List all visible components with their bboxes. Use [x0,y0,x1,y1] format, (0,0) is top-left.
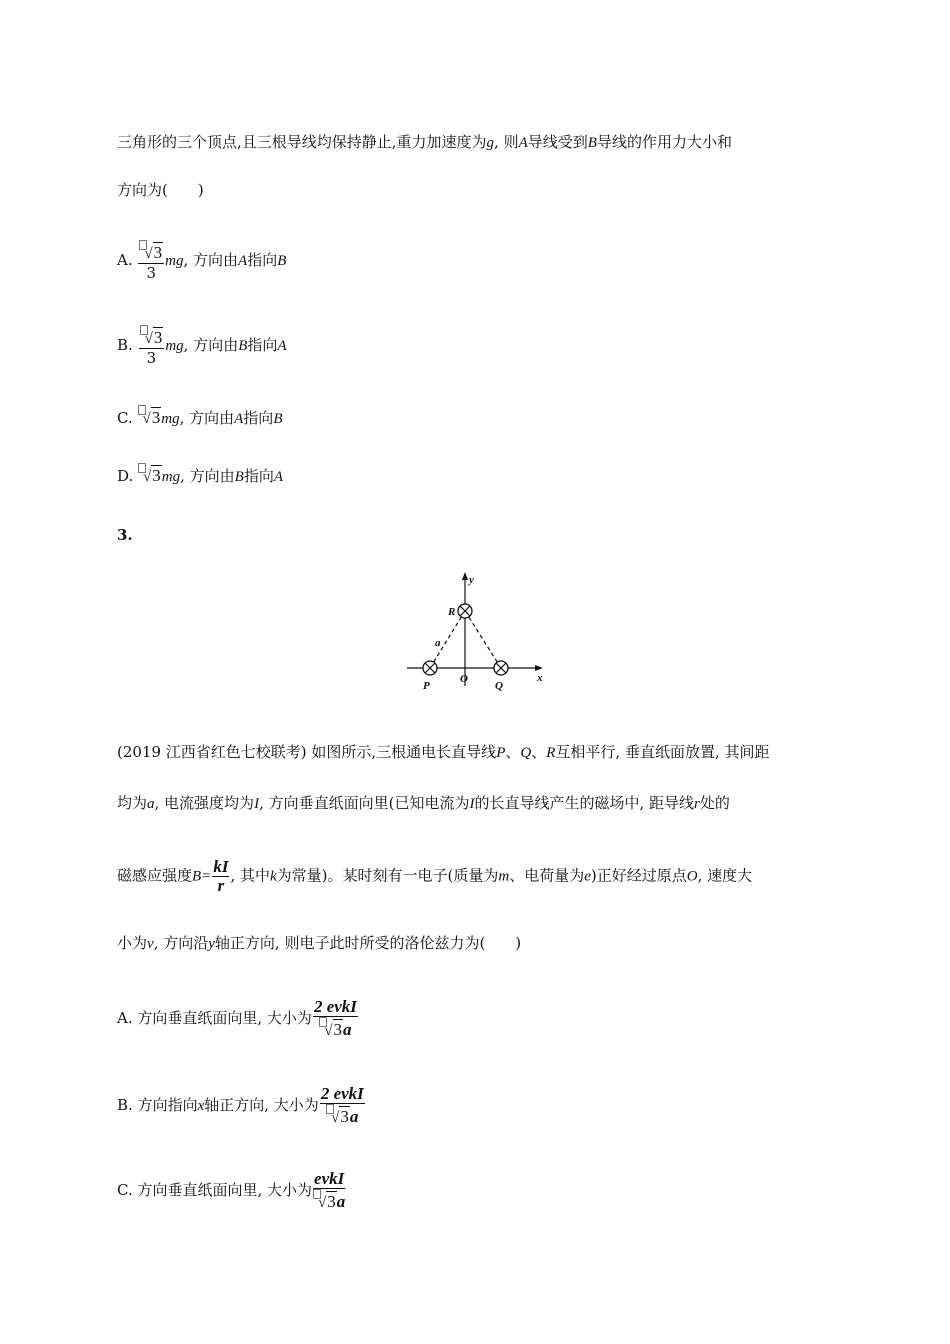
stem-text: 、电荷量为 [509,866,585,885]
var-A: A [518,135,528,151]
option-text: 指向 [243,467,274,485]
stem-text: (2019 江西省红色七校联考) 如图所示,三根通电长直导线 [117,743,497,761]
sqrt-value: 3 [327,1192,336,1211]
sqrt-value: 3 [152,466,161,485]
y-axis-arrow-icon [462,572,468,580]
var-to: B [277,253,287,269]
var-r: r [694,796,700,812]
option-text: 指向 [243,409,274,427]
option-text: 方向垂直纸面向里, 大小为 [137,1181,313,1199]
label-Q: Q [495,680,503,692]
stem-text: 为常量)。某时刻有一电子(质量为 [276,866,499,885]
var-x: x [197,1098,205,1114]
var-a: a [343,1020,352,1039]
label-P: P [423,680,430,692]
option-text: 轴正方向, 大小为 [204,1096,319,1114]
stem-text: , 其中 [230,866,270,885]
var-I: I [469,796,475,812]
option-text: 方向垂直纸面向里, 大小为 [137,1009,312,1027]
q2-option-d: D. √3mg, 方向由B指向A [117,463,283,487]
numerator: 2 evkI [313,997,357,1016]
q2-option-b [117,325,287,367]
denominator: r [217,876,225,895]
fraction: $\frac{√3}{3}$ [139,325,165,367]
stem-text: 导线受到 [527,133,588,151]
separator: 、 [505,743,521,761]
sqrt-value: 3 [151,408,161,427]
stem-text: 处的 [699,794,730,812]
var-mg: mg [165,338,184,354]
denominator: 3 [146,264,157,282]
option-label: B. [117,336,133,354]
q2-stem-line1 [117,132,732,153]
q3-stem-line1 [117,742,769,763]
sqrt-value: 3 [340,1107,349,1126]
var-mg: mg [161,469,181,485]
var-v: v [147,936,154,952]
var-a: a [147,796,155,812]
wire-Q-icon [494,661,508,675]
var-g: g [486,135,495,151]
q3-number: 3. [117,526,133,544]
var-mg: mg [165,253,184,269]
stem-text: 三角形的三个顶点,且三根导线均保持静止,重力加速度为 [117,133,487,151]
wire-R-icon [458,604,472,618]
fraction: $\frac{√3}{3}$ [138,240,164,282]
var-from: A [234,411,244,427]
var-Q: Q [520,745,532,761]
q3-stem-line4 [117,933,521,954]
option-text: 方向指向 [137,1096,198,1114]
var-a: a [336,1192,346,1211]
option-text: , 方向由 [179,409,235,427]
q2-option-c: C. √3mg, 方向由A指向B [117,405,282,429]
var-y: y [208,936,215,952]
stem-text: 导线的作用力大小和 [596,133,732,151]
var-B: B= [192,868,212,885]
var-to: A [273,469,284,485]
option-label: A. [117,1009,133,1027]
option-label: A. [117,251,133,269]
var-I: I [254,796,260,812]
var-to: B [273,411,283,427]
label-a: a [435,637,441,649]
option-label: C. [117,1181,133,1199]
q3-option-c [117,1170,346,1212]
option-label: C. [117,409,133,427]
var-mg: mg [161,411,180,427]
stem-text: 互相平行, 垂直纸面放置, 其间距 [555,743,770,761]
var-from: B [238,338,248,354]
q3-option-a [117,998,359,1040]
stem-text: 的长直导线产生的磁场中, 距导线 [474,794,694,812]
q2-option-a [117,240,286,282]
stem-text: 小为 [117,934,148,952]
stem-text: , 电流强度均为 [154,794,255,812]
fraction: $\frac{\text{2 evkI}}{√3a}$ [320,1084,364,1126]
var-e: e [584,868,591,885]
side-QR [465,611,501,668]
numerator: evkI [314,1169,345,1188]
label-R: R [448,606,456,618]
wire-diagram [405,568,550,693]
fraction: $\frac{\text{evkI}}{√3a}$ [314,1169,346,1211]
option-label: D. [117,467,134,485]
var-to: A [277,338,287,354]
label-y: y [469,574,474,586]
stem-text: )正好经过原点 [590,866,687,885]
sqrt-value: 3 [153,328,163,347]
separator: 、 [531,743,547,761]
denominator: 3 [146,349,157,367]
var-from: A [238,253,248,269]
option-text: , 方向由 [180,467,235,485]
option-text: 指向 [247,336,278,354]
stem-text: , 方向垂直纸面向里(已知电流为 [259,794,470,812]
var-k: k [269,868,277,885]
sqrt-value: 3 [153,243,163,262]
stem-text: 均为 [117,794,148,812]
numerator: kI [213,857,229,876]
fraction: $\frac{\text{2 evkI}}{√3a}$ [313,997,357,1039]
stem-text: , 方向沿 [153,934,209,952]
var-O: O [686,868,698,885]
sqrt-value: 3 [333,1020,343,1039]
var-a: a [349,1107,359,1126]
q2-stem-line2: 方向为( ) [117,181,204,199]
fraction-kI-r [212,858,229,895]
stem-text: 磁感应强度 [117,866,193,885]
var-B: B [587,135,597,151]
numerator: 2 evkI [320,1084,364,1103]
var-from: B [234,469,244,485]
stem-text: , 则 [494,133,519,151]
x-axis-arrow-icon [535,665,543,671]
label-O: O [460,673,468,685]
q3-stem-line3 [117,858,752,895]
q3-stem-line2 [117,793,730,814]
option-text: , 方向由 [183,336,239,354]
var-R: R [546,745,556,761]
option-text: 指向 [247,251,278,269]
wire-P-icon [423,661,437,675]
stem-text: 轴正方向, 则电子此时所受的洛伦兹力为( ) [214,934,522,952]
option-label: B. [117,1096,133,1114]
option-text: , 方向由 [183,251,239,269]
label-x: x [537,672,543,684]
var-P: P [496,745,506,761]
var-m: m [498,868,510,885]
stem-text: , 速度大 [697,866,753,885]
q3-option-b [117,1085,366,1127]
